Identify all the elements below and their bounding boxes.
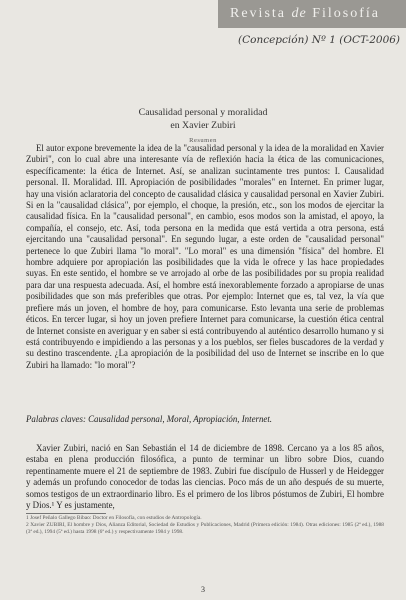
handwritten-annotation: (Concepción) Nº 1 (OCT-2006) [238,34,401,46]
article-title [0,106,406,132]
journal-name-word-3: Filosofía [312,6,380,21]
abstract-paragraph: El autor expone brevemente la idea de la "causalidad personal y la idea de la moralidad en Xavier Zubiri", con lo cual abre una interesante vía de reflexión hacia la ética de las comunicaciones, específicamente: la ética de Internet. Así, se analizan sucintamente tres puntos: I. Causalidad personal. II. Moralidad. III. Apropiación de posibilidades "morales" en Internet. En primer lugar, hay una visión aclaratoria del concepto de causalidad clásica y causalidad personal en Xavier Zubiri. Si en la "causalidad clásica", por ejemplo, el choque, la presión, etc., son los modos de ejercitar la causalidad física. En la "causalidad personal", en cambio, esos modos son la amistad, el apoyo, la compañía, el consejo, etc. Así, toda persona en la medida que está vertida a otra persona, está ejercitando una "causalidad personal". En segundo lugar, a este orden de "causalidad personal" pertenece lo que Zubiri llama "lo moral". "Lo moral" es una dimensión "física" del hombre. El hombre adquiere por apropiación las posibilidades que la vida le ofrece y las hace propiedades suyas. En este sentido, el hombre se ve arrojado al orbe de las posibilidades por su propia realidad para dar una respuesta adecuada. Así, el hombre está inexorablemente forzado a apropiarse de unas posibilidades que son más preferibles que otras. Por ejemplo: Internet que es, tal vez, la vía que prefiere más un joven, el hombre de hoy, para comunicarse. Esto levanta una serie de problemas éticos. En tercer lugar, si hoy un joven prefiere Internet para comunicarse, la cuestión ética central de Internet consiste en averiguar y en saber si está contribuyendo al auténtico desarrollo humano y si está contribuyendo e impidiendo a las personas y a los pueblos, ser fieles buscadores de la verdad y su destino trascendente. ¿La apropiación de la posibilidad del uso de Internet se inscribe en lo que Zubiri ha llamado: "lo moral"? [26,143,384,370]
body-paragraph: Xavier Zubiri, nació en San Sebastián el 14 de diciembre de 1898. Cercano ya a los 85 años, estaba en plena producción filosófica, a punto de terminar un libro sobre Dios, cuando repentinamente muere el 21 de septiembre de 1983. Zubiri fue discípulo de Husserl y de Heidegger y además un profundo conocedor de todas las ciencias. Poco más de un año después de su muerte, somos testigos de un extraordinario libro. Es el primero de los libros póstumos de Zubiri, El hombre y Dios.¹ Y es justamente, [26,443,384,511]
keywords-label: Palabras claves: [26,414,86,424]
abstract-heading: Resumen [189,137,217,144]
page-number: 3 [201,585,205,594]
keywords-line [26,414,384,425]
keywords-text: Causalidad personal, Moral, Apropiación, Internet. [88,414,273,424]
footnote-1: 1 Josef Peñalo Gallego Bibao: Doctor en Filosofía, con estudios de Antropología. [26,515,202,521]
title-line-1: Causalidad personal y moralidad [138,107,268,118]
journal-name-word-2: de [291,6,307,21]
footnote-2: 2 Xavier ZUBIRI, El hombre y Dios, Alianza Editorial, Sociedad de Estudios y Publicaciones, Madrid (Primera edición: 1984). Otras ediciones: 1985 (2ª ed.), 1988 (3ª ed.), 1994 (5ª ed.) hasta 1998 (6ª ed.) y respectivamente 1984 y 1998. [26,522,384,535]
footnotes [26,515,384,536]
footnote-divider [26,513,106,514]
journal-name-word-1: Revista [230,6,286,21]
journal-running-head [218,0,406,28]
title-line-2: en Xavier Zubiri [170,120,236,131]
